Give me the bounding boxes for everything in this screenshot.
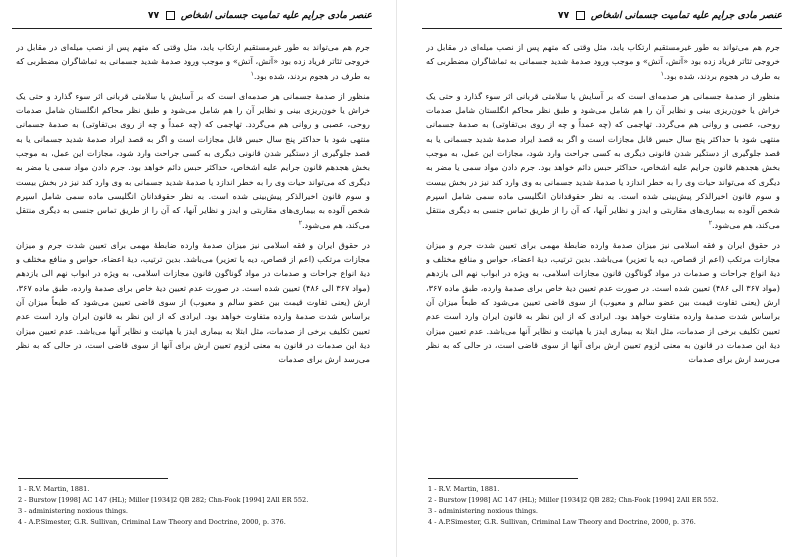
running-header [422, 10, 782, 26]
square-ornament-icon [166, 11, 175, 20]
footnotes [428, 484, 776, 557]
header-title: عنصر مادی جرایم علیه تمامیت جسمانی اشخاص [180, 10, 372, 21]
square-ornament-icon [576, 11, 585, 20]
footnote: 4 - A.P.Simester, G.R. Sullivan, Criminal Law Theory and Doctrine, 2000, p. 376. [428, 518, 696, 526]
header-rule [12, 28, 372, 29]
footnote-rule [18, 478, 168, 479]
running-header [12, 10, 372, 26]
footnote: 1 - R.V. Martin, 1881. [428, 485, 500, 493]
footnote: 3 - administering noxious things. [428, 507, 538, 515]
page-right [416, 0, 788, 557]
header-rule [422, 28, 782, 29]
footnote-rule [428, 478, 578, 479]
footnote: 2 - Burstow [1998] AC 147 (HL); Miller [1934]2 QB 282; Chn-Fook [1994] 2All ER 552. [18, 496, 309, 504]
body-text [16, 40, 370, 472]
footnote: 1 - R.V. Martin, 1881. [18, 485, 90, 493]
paragraph: جرم هم می‌تواند به طور غیرمستقیم ارتکاب یابد، مثل وقتی که متهم پس از نصب میله‌ای در مقابل در خروجی تئاتر فریاد زده بود «آتش، آتش» و موجب ورود صدمهٔ شدید جسمانی به تماشاگران مضطربی که به طرف در هجوم بردند، شده بود.$^۱$ [16, 42, 370, 81]
paragraph: منظور از صدمهٔ جسمانی هر صدمه‌ای است که بر آسایش یا سلامتی قربانی اثر سوء گذارد و حتی یک خراش یا خون‌ریزی بینی و نظایر آن را هم شامل می‌شود و طبق نظر محاکم انگلستان شامل صدمات روحی، عصبی و روانی هم می‌گردد. تهاجمی که (چه عمداً و چه از روی بی‌تفاوتی) به صدمهٔ جسمانی منتهی شود با حداکثر پنج سال حبس قابل مجازات است و اگر به قصد ایراد صدمهٔ شدید جسمانی یا به قصد جلوگیری از دستگیر شدن قانونی دیگری به کسی جراحت وارد شود، مجازات این عمل، به موجب بخش هجدهم قانون جرایم علیه اشخاص، حداکثر حبس دائم خواهد بود. جرم دادن مواد سمی یا مضر به دیگری که می‌تواند حیات وی را به خطر اندازد یا صدمهٔ شدید جسمانی به وی وارد کند نیز در بخش بیست و سوم قانون اخیرالذکر پیش‌بینی شده است. به نظر حقوقدانان انگلیسی ماده سمی شامل اسپرم شخص آلوده به بیماری‌های مقاربتی و ایدز و نظایر آنها، که آن را از طریق تماس جنسی به دیگری منتقل می‌کند، هم می‌شود.$^۲$ [16, 90, 370, 230]
header-title: عنصر مادی جرایم علیه تمامیت جسمانی اشخاص [590, 10, 782, 21]
footnote: 4 - A.P.Simester, G.R. Sullivan, Criminal Law Theory and Doctrine, 2000, p. 376. [18, 518, 286, 526]
footnote: 2 - Burstow [1998] AC 147 (HL); Miller [1934]2 QB 282; Chn-Fook [1994] 2All ER 552. [428, 496, 719, 504]
page-left [6, 0, 378, 557]
page-number: ۷۷ [557, 10, 570, 21]
paragraph: منظور از صدمهٔ جسمانی هر صدمه‌ای است که بر آسایش یا سلامتی قربانی اثر سوء گذارد و حتی یک خراش یا خون‌ریزی بینی و نظایر آن را هم شامل می‌شود و طبق نظر محاکم انگلستان شامل صدمات روحی، عصبی و روانی هم می‌گردد. تهاجمی که (چه عمداً و چه از روی بی‌تفاوتی) به صدمهٔ جسمانی منتهی شود با حداکثر پنج سال حبس قابل مجازات است و اگر به قصد ایراد صدمهٔ شدید جسمانی یا به قصد جلوگیری از دستگیر شدن قانونی دیگری به کسی جراحت وارد شود، مجازات این عمل، به موجب بخش هجدهم قانون جرایم علیه اشخاص، حداکثر حبس دائم خواهد بود. جرم دادن مواد سمی یا مضر به دیگری که می‌تواند حیات وی را به خطر اندازد یا صدمهٔ شدید جسمانی به وی وارد کند نیز در بخش بیست و سوم قانون اخیرالذکر پیش‌بینی شده است. به نظر حقوقدانان انگلیسی ماده سمی شامل اسپرم شخص آلوده به بیماری‌های مقاربتی و ایدز و نظایر آنها، که آن را از طریق تماس جنسی به دیگری منتقل می‌کند، هم می‌شود.$^۲$ [426, 90, 780, 230]
paragraph: در حقوق ایران و فقه اسلامی نیز میزان صدمهٔ وارده ضابطهٔ مهمی برای تعیین شدت جرم و میزان مجازات مرتکب (اعم از قصاص، دیه یا تعزیر) می‌باشد. بدین ترتیب، دیهٔ اعضاء، حواس و منافع مختلف و دیهٔ انواع جراحات و صدمات در مواد گوناگون قانون مجازات اسلامی، به ویژه در ابواب نهم الی یازدهم (مواد ۳۶۷ الی ۴۸۶) تعیین شده است. در صورت عدم تعیین دیهٔ خاص برای صدمهٔ وارده، طبق ماده ۳۶۷، ارش (یعنی تفاوت قیمت بین عضو سالم و معیوب) از سوی قاضی تعیین می‌شود که طبعاً میزان آن براساس شدت صدمهٔ وارده متفاوت خواهد بود. ایرادی که از این نظر به قانون ایران وارد است عدم تعیین تکلیف برخی از صدمات، مثل ابتلا به بیماری ایدز یا هپاتیت و نظایر آنها می‌باشد. عدم تعیین میزان دیهٔ این صدمات در قانون به معنی لزوم تعیین ارش برای آنها از سوی قاضی است، در حالی که به نظر می‌رسد ارش برای صدمات [16, 239, 370, 365]
paragraph: در حقوق ایران و فقه اسلامی نیز میزان صدمهٔ وارده ضابطهٔ مهمی برای تعیین شدت جرم و میزان مجازات مرتکب (اعم از قصاص، دیه یا تعزیر) می‌باشد. بدین ترتیب، دیهٔ اعضاء، حواس و منافع مختلف و دیهٔ انواع جراحات و صدمات در مواد گوناگون قانون مجازات اسلامی، به ویژه در ابواب نهم الی یازدهم (مواد ۳۶۷ الی ۴۸۶) تعیین شده است. در صورت عدم تعیین دیهٔ خاص برای صدمهٔ وارده، طبق ماده ۳۶۷، ارش (یعنی تفاوت قیمت بین عضو سالم و معیوب) از سوی قاضی تعیین می‌شود که طبعاً میزان آن براساس شدت صدمهٔ وارده متفاوت خواهد بود. ایرادی که از این نظر به قانون ایران وارد است عدم تعیین تکلیف برخی از صدمات، مثل ابتلا به بیماری ایدز یا هپاتیت و نظایر آنها می‌باشد. عدم تعیین میزان دیهٔ این صدمات در قانون به معنی لزوم تعیین ارش برای آنها از سوی قاضی است، در حالی که به نظر می‌رسد ارش برای صدمات [426, 239, 780, 365]
footnotes [18, 484, 366, 557]
page-number: ۷۷ [147, 10, 160, 21]
paragraph: جرم هم می‌تواند به طور غیرمستقیم ارتکاب یابد، مثل وقتی که متهم پس از نصب میله‌ای در مقابل در خروجی تئاتر فریاد زده بود «آتش، آتش» و موجب ورود صدمهٔ شدید جسمانی به تماشاگران مضطربی که به طرف در هجوم بردند، شده بود.$^۱$ [426, 42, 780, 81]
page-gutter [396, 0, 397, 557]
body-text [426, 40, 780, 472]
footnote: 3 - administering noxious things. [18, 507, 128, 515]
